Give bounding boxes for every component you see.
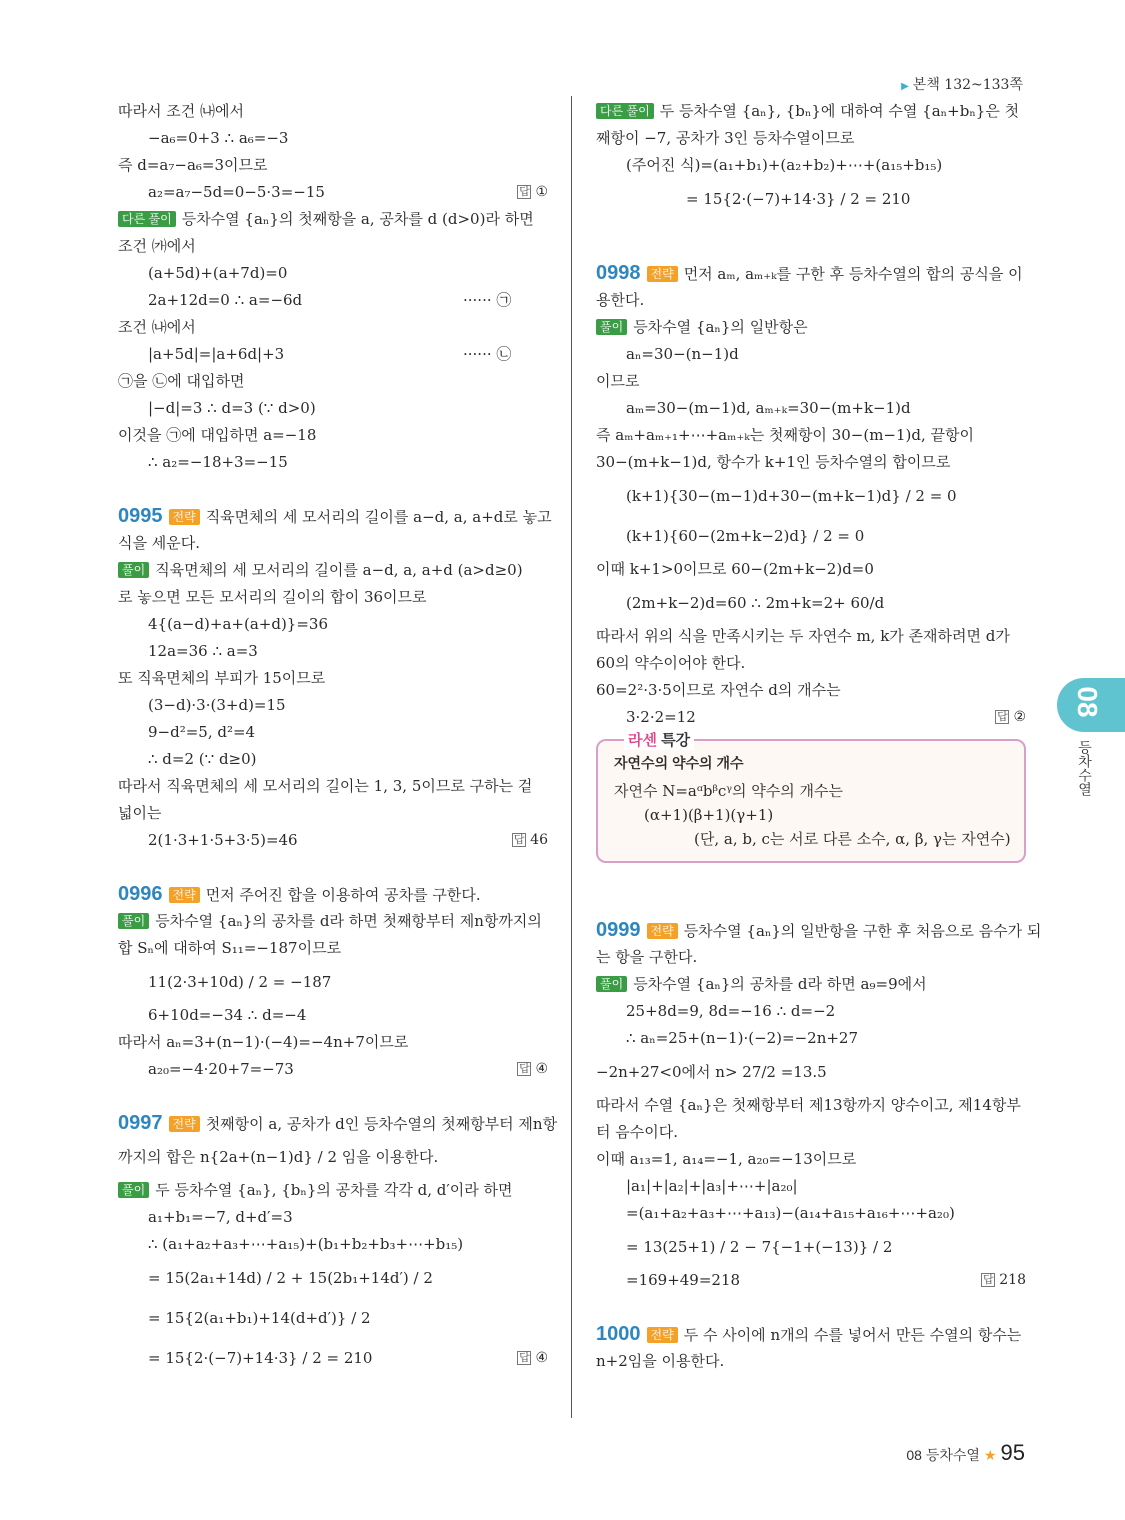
line-text: 따라서 직육면체의 세 모서리의 길이는 1, 3, 5이므로 구하는 겉 xyxy=(118,777,533,795)
answer xyxy=(517,1338,548,1378)
text-line xyxy=(118,665,548,692)
text-line xyxy=(596,944,1026,971)
label-badge: 풀이 xyxy=(596,319,627,335)
text-line xyxy=(118,935,548,962)
answer-icon: 답 xyxy=(519,1062,530,1075)
text-line xyxy=(118,584,548,611)
lesson-content xyxy=(596,739,1026,863)
line-text: 등차수열 {aₙ}의 공차를 d라 하면 첫째항부터 제n항까지의 xyxy=(155,912,542,930)
line-text: 즉 aₘ+aₘ₊₁+⋯+aₘ₊ₖ는 첫째항이 30−(m−1)d, 끝항이 xyxy=(596,426,974,444)
solution-line xyxy=(596,98,1026,125)
text-line xyxy=(118,854,548,881)
problem-0995 xyxy=(118,503,552,530)
line-text: = 15{2·(−7)+14·3} / 2 = 210 xyxy=(686,190,911,208)
line-text: |−d|=3 ∴ d=3 (∵ d>0) xyxy=(148,399,316,417)
chapter-tab: 08 xyxy=(1057,678,1125,732)
line-text: 25+8d=9, 8d=−16 ∴ d=−2 xyxy=(626,1002,836,1020)
text-line xyxy=(596,449,1026,476)
problem-number: 0998 xyxy=(596,262,641,284)
text-line xyxy=(118,638,548,665)
text-line xyxy=(596,863,1026,890)
solution-line xyxy=(118,908,548,935)
line-text: 30−(m+k−1)d, 항수가 k+1인 등차수열의 합이므로 xyxy=(596,453,951,471)
line-text: (2m+k−2)d=60 ∴ 2m+k=2+ 60/d xyxy=(626,594,885,612)
line-text: 3·2·2=12 xyxy=(626,708,696,726)
equation-marker: ······ ㉠ xyxy=(463,291,512,309)
line-text: (3−d)·3·(3+d)=15 xyxy=(148,696,286,714)
line-text: 이때 a₁₃=1, a₁₄=−1, a₂₀=−13이므로 xyxy=(596,1150,857,1168)
text-line xyxy=(118,476,548,503)
text-line xyxy=(596,623,1026,650)
text-line xyxy=(118,395,548,422)
line-text: 두 등차수열 {aₙ}, {bₙ}에 대하여 수열 {aₙ+bₙ}은 첫 xyxy=(659,102,1020,120)
line-text: 조건 ㈎에서 xyxy=(118,237,196,255)
text-line xyxy=(118,233,548,260)
solution-line xyxy=(118,1177,548,1204)
line-text: 또 직육면체의 부피가 15이므로 xyxy=(118,669,326,687)
answer-value: ④ xyxy=(535,1350,548,1366)
text-line xyxy=(596,1200,1026,1227)
text-line xyxy=(596,125,1026,152)
triangle-icon: ▶ xyxy=(901,81,909,92)
problem-0999 xyxy=(596,917,1042,944)
problem-number: 0997 xyxy=(118,1112,163,1134)
text-line xyxy=(596,704,1026,731)
line-text: 터 음수이다. xyxy=(596,1123,678,1141)
line-text: = 13(25+1) / 2 − 7{−1+(−13)} / 2 xyxy=(626,1238,893,1256)
line-text: 넓이는 xyxy=(118,804,162,822)
line-text: 등차수열 {aₙ}의 일반항은 xyxy=(633,318,808,336)
line-text: 로 놓으면 모든 모서리의 길이의 합이 36이므로 xyxy=(118,588,427,606)
answer xyxy=(517,1056,548,1083)
line-text: 직육면체의 세 모서리의 길이를 a−d, a, a+d로 놓고 xyxy=(205,508,552,526)
text-line xyxy=(596,1119,1026,1146)
column-divider xyxy=(571,96,572,1418)
line-text: 등차수열 {aₙ}의 공차를 d라 하면 a₉=9에서 xyxy=(633,975,927,993)
problem-number: 0999 xyxy=(596,919,641,941)
text-line xyxy=(118,287,548,314)
line-text: (k+1){60−(2m+k−2)d} / 2 = 0 xyxy=(626,527,865,545)
line-text: 두 등차수열 {aₙ}, {bₙ}의 공차를 각각 d, d′이라 하면 xyxy=(155,1181,513,1199)
line-text: 60=2²·3·5이므로 자연수 d의 개수는 xyxy=(596,681,841,699)
text-line xyxy=(118,368,548,395)
label-badge: 전략 xyxy=(647,266,678,282)
solution-line xyxy=(596,314,1026,341)
label-badge: 전략 xyxy=(169,887,200,903)
line-text: 째항이 −7, 공차가 3인 등차수열이므로 xyxy=(596,129,855,147)
text-line xyxy=(596,890,1026,917)
text-line xyxy=(118,773,548,800)
label-badge: 풀이 xyxy=(118,913,149,929)
line-text: 따라서 aₙ=3+(n−1)·(−4)=−4n+7이므로 xyxy=(118,1033,409,1051)
text-line xyxy=(596,998,1026,1025)
text-line xyxy=(118,125,548,152)
line-text: 까지의 합은 n{2a+(n−1)d} / 2 임을 이용한다. xyxy=(118,1148,439,1166)
line-text: (k+1){30−(m−1)d+30−(m+k−1)d} / 2 = 0 xyxy=(626,487,957,505)
line-text: 먼저 aₘ, aₘ₊ₖ를 구한 후 등차수열의 합의 공식을 이 xyxy=(683,265,1023,283)
problem-number: 1000 xyxy=(596,1323,641,1345)
text-line xyxy=(118,962,548,1002)
text-line xyxy=(596,677,1026,704)
line-text: aₙ=30−(n−1)d xyxy=(626,345,739,363)
line-text: |a+5d|=|a+6d|+3 xyxy=(148,345,285,363)
line-text: a₂=a₇−5d=0−5·3=−15 xyxy=(148,183,325,201)
line-text: (a+5d)+(a+7d)=0 xyxy=(148,264,288,282)
text-line xyxy=(596,1025,1026,1052)
line-text: 는 항을 구한다. xyxy=(596,948,698,966)
lesson-line: (단, a, b, c는 서로 다른 소수, α, β, γ는 자연수) xyxy=(694,830,1011,848)
text-line xyxy=(596,1146,1026,1173)
solution-line xyxy=(118,206,548,233)
answer-value: 46 xyxy=(530,832,548,848)
answer-value: 218 xyxy=(999,1272,1026,1288)
problem-0998 xyxy=(596,260,1026,287)
line-text: ∴ a₂=−18+3=−15 xyxy=(148,453,288,471)
text-line xyxy=(118,260,548,287)
text-line xyxy=(118,1083,548,1110)
text-line xyxy=(596,1227,1026,1267)
line-text: = 15{2(a₁+b₁)+14(d+d′)} / 2 xyxy=(148,1309,371,1327)
problem-0997 xyxy=(118,1110,558,1137)
label-badge: 다른 풀이 xyxy=(118,211,176,227)
line-text: 6+10d=−34 ∴ d=−4 xyxy=(148,1006,307,1024)
line-text: −a₆=0+3 ∴ a₆=−3 xyxy=(148,129,289,147)
lesson-line: (α+1)(β+1)(γ+1) xyxy=(644,806,774,824)
line-text: aₘ=30−(m−1)d, aₘ₊ₖ=30−(m+k−1)d xyxy=(626,399,911,417)
text-line xyxy=(118,746,548,773)
label-badge: 풀이 xyxy=(596,976,627,992)
problem-number: 0996 xyxy=(118,883,163,905)
text-line xyxy=(596,476,1026,516)
line-text: a₂₀=−4·20+7=−73 xyxy=(148,1060,294,1078)
text-line xyxy=(596,152,1026,179)
text-line xyxy=(596,395,1026,422)
right-column-bottom xyxy=(596,863,1042,1375)
text-line xyxy=(596,422,1026,449)
text-line xyxy=(118,1002,548,1029)
solution-line xyxy=(596,971,1026,998)
text-line xyxy=(118,341,548,368)
text-line xyxy=(596,583,1026,623)
text-line xyxy=(596,246,1026,260)
answer-value: ① xyxy=(535,184,548,200)
line-text: 합 Sₙ에 대하여 S₁₁=−187이므로 xyxy=(118,939,342,957)
line-text: 따라서 위의 식을 만족시키는 두 자연수 m, k가 존재하려면 d가 xyxy=(596,627,1010,645)
text-line xyxy=(118,179,548,206)
line-text: 4{(a−d)+a+(a+d)}=36 xyxy=(148,615,328,633)
text-line xyxy=(596,341,1026,368)
line-text: 60의 약수이어야 한다. xyxy=(596,654,746,672)
answer-icon: 답 xyxy=(519,1351,530,1364)
line-text: = 15(2a₁+14d) / 2 + 15(2b₁+14d′) / 2 xyxy=(148,1269,433,1287)
footer-chapter: 08 등차수열 xyxy=(906,1447,980,1463)
line-text: 이때 k+1>0이므로 60−(2m+k−2)d=0 xyxy=(596,560,874,578)
line-text: 2(1·3+1·5+3·5)=46 xyxy=(148,831,298,849)
line-text: 따라서 수열 {aₙ}은 첫째항부터 제13항까지 양수이고, 제14항부 xyxy=(596,1096,1021,1114)
line-text: 9−d²=5, d²=4 xyxy=(148,723,256,741)
answer xyxy=(512,827,548,854)
answer-icon: 답 xyxy=(513,833,525,846)
line-text: |a₁|+|a₂|+|a₃|+⋯+|a₂₀| xyxy=(626,1177,798,1195)
line-text: = 15{2·(−7)+14·3} / 2 = 210 xyxy=(148,1349,373,1367)
label-badge: 다른 풀이 xyxy=(596,103,654,119)
text-line xyxy=(118,152,548,179)
answer xyxy=(981,1267,1026,1294)
text-line xyxy=(118,1029,548,1056)
page-number: 95 xyxy=(1000,1440,1025,1465)
left-column xyxy=(118,98,558,1378)
line-text: 등차수열 {aₙ}의 첫째항을 a, 공차를 d (d>0)라 하면 xyxy=(181,210,534,228)
text-line xyxy=(596,368,1026,395)
problem-1000 xyxy=(596,1321,1026,1348)
text-line xyxy=(118,692,548,719)
text-line xyxy=(596,1348,1026,1375)
chapter-tab-label: 등차수열 xyxy=(1077,740,1093,796)
line-text: 11(2·3+10d) / 2 = −187 xyxy=(148,973,332,991)
line-text: =(a₁+a₂+a₃+⋯+a₁₃)−(a₁₄+a₁₅+a₁₆+⋯+a₂₀) xyxy=(626,1204,955,1222)
line-text: 2a+12d=0 ∴ a=−6d xyxy=(148,291,303,309)
label-badge: 전략 xyxy=(647,1327,678,1343)
line-text: ㉠을 ㉡에 대입하면 xyxy=(118,372,245,390)
answer-icon: 답 xyxy=(997,710,1008,723)
text-line xyxy=(596,1294,1026,1321)
label-badge: 전략 xyxy=(169,509,200,525)
text-line xyxy=(596,650,1026,677)
line-text: 이므로 xyxy=(596,372,640,390)
line-text: 용한다. xyxy=(596,291,645,309)
text-line xyxy=(118,1137,548,1177)
line-text: −2n+27<0에서 n> 27/2 =13.5 xyxy=(596,1063,827,1081)
line-text: 두 수 사이에 n개의 수를 넣어서 만든 수열의 항수는 xyxy=(683,1326,1022,1344)
text-line xyxy=(596,1092,1026,1119)
text-line xyxy=(118,449,548,476)
answer-icon: 답 xyxy=(519,185,530,198)
text-line xyxy=(118,1298,548,1338)
text-line xyxy=(118,827,548,854)
line-text: ∴ aₙ=25+(n−1)·(−2)=−2n+27 xyxy=(626,1029,859,1047)
solution-line xyxy=(118,557,548,584)
line-text: =169+49=218 xyxy=(626,1271,741,1289)
problem-0996 xyxy=(118,881,548,908)
page-reference: ▶ 본책 132~133쪽 xyxy=(901,77,1023,93)
text-line xyxy=(596,219,1026,246)
line-text: 조건 ㈏에서 xyxy=(118,318,196,336)
text-line xyxy=(596,1052,1026,1092)
text-line xyxy=(118,530,548,557)
text-line xyxy=(596,556,1026,583)
answer-value: ② xyxy=(1013,709,1026,725)
line-text: 직육면체의 세 모서리의 길이를 a−d, a, a+d (a>d≥0) xyxy=(155,561,523,579)
answer xyxy=(517,179,548,206)
line-text: 따라서 조건 ㈏에서 xyxy=(118,102,244,120)
label-badge: 전략 xyxy=(647,923,678,939)
text-line xyxy=(118,1056,548,1083)
text-line xyxy=(118,1231,548,1258)
text-line xyxy=(118,719,548,746)
text-line xyxy=(118,1338,548,1378)
lesson-line: 자연수 N=aᵅbᵝcᵞ의 약수의 개수는 xyxy=(614,782,843,800)
line-text: 12a=36 ∴ a=3 xyxy=(148,642,258,660)
text-line xyxy=(118,98,548,125)
right-column-top xyxy=(596,98,1026,731)
text-line xyxy=(596,1173,1026,1200)
label-badge: 풀이 xyxy=(118,562,149,578)
text-line xyxy=(596,1267,1026,1294)
line-text: ∴ (a₁+a₂+a₃+⋯+a₁₅)+(b₁+b₂+b₃+⋯+b₁₅) xyxy=(148,1235,464,1253)
problem-number: 0995 xyxy=(118,505,163,527)
text-line xyxy=(596,179,1026,219)
line-text: n+2임을 이용한다. xyxy=(596,1352,725,1370)
page-footer xyxy=(906,1440,1025,1466)
text-line xyxy=(596,287,1026,314)
text-line xyxy=(596,516,1026,556)
star-icon: ★ xyxy=(983,1447,997,1463)
text-line xyxy=(118,1204,548,1231)
answer-icon: 답 xyxy=(982,1273,994,1286)
line-text: a₁+b₁=−7, d+d′=3 xyxy=(148,1208,293,1226)
text-line xyxy=(118,422,548,449)
text-line xyxy=(118,1258,548,1298)
line-text: (주어진 식)=(a₁+b₁)+(a₂+b₂)+⋯+(a₁₅+b₁₅) xyxy=(626,156,943,174)
line-text: ∴ d=2 (∵ d≥0) xyxy=(148,750,257,768)
lesson-heading: 자연수의 약수의 개수 xyxy=(614,755,744,771)
text-line xyxy=(118,611,548,638)
line-text: 즉 d=a₇−a₆=3이므로 xyxy=(118,156,268,174)
lesson-title: 라센 특강 xyxy=(624,729,694,750)
line-text: 첫째항이 a, 공차가 d인 등차수열의 첫째항부터 제n항 xyxy=(205,1115,558,1133)
line-text: 식을 세운다. xyxy=(118,534,200,552)
right-column xyxy=(596,98,1042,1375)
text-line xyxy=(118,314,548,341)
line-text: 등차수열 {aₙ}의 일반항을 구한 후 처음으로 음수가 되 xyxy=(683,922,1042,940)
answer-value: ④ xyxy=(535,1061,548,1077)
label-badge: 전략 xyxy=(169,1116,200,1132)
label-badge: 풀이 xyxy=(118,1182,149,1198)
text-line xyxy=(118,800,548,827)
line-text: 이것을 ㉠에 대입하면 a=−18 xyxy=(118,426,317,444)
equation-marker: ······ ㉡ xyxy=(463,345,512,363)
lesson-box xyxy=(596,732,1026,863)
answer xyxy=(995,704,1026,731)
line-text: 먼저 주어진 합을 이용하여 공차를 구한다. xyxy=(205,886,481,904)
